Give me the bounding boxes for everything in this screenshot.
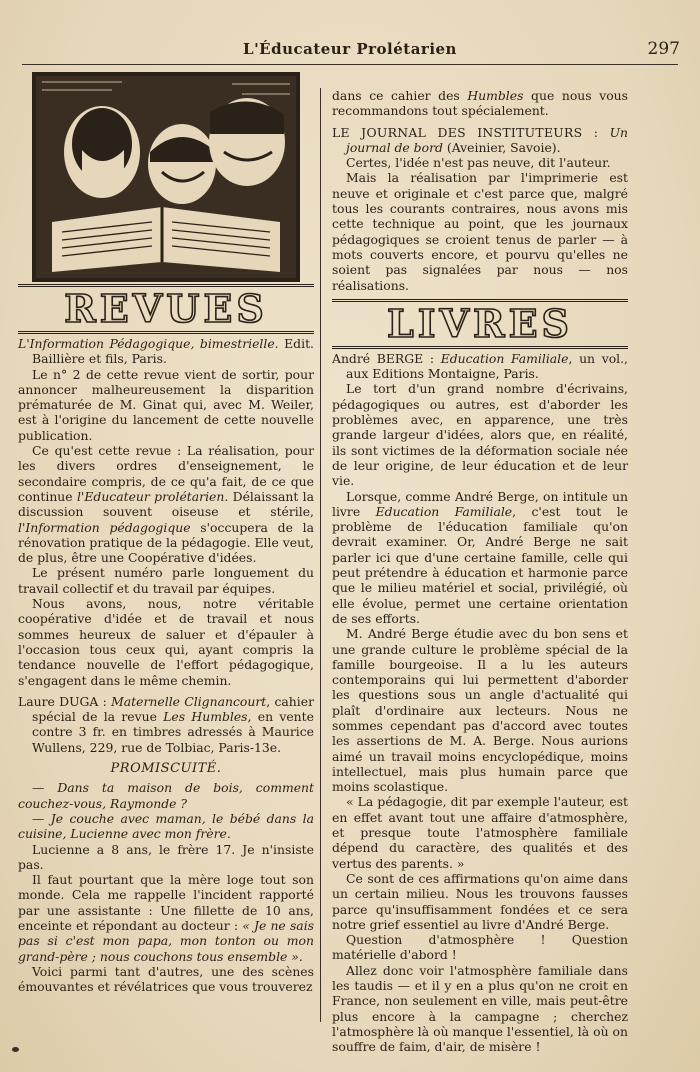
book-reference: Laure DUGA : Maternelle Clignancourt, cahier spécial de la revue Les Humbles, en vente contre 3 fr. en timbres adressés à Maurice Wullens, 229, rue de Tolbiac, Paris-13e. (18, 693, 314, 755)
paragraph: Lucienne a 8 ans, le frère 17. Je n'insiste pas. (18, 841, 314, 872)
dialogue-line: — Dans ta maison de bois, comment couchez-vous, Raymonde ? (18, 780, 314, 811)
review-reference (18, 336, 314, 367)
paragraph: Le n° 2 de cette revue vient de sortir, pour annoncer malheureusement la disparition prématurée de M. Ginat qui, avec M. Weiler, est à l'origine du lancement de cette nouvelle publication. (18, 366, 314, 443)
book-reference: André BERGE : Education Familiale, un vol., aux Editions Montaigne, Paris. (332, 350, 628, 382)
paragraph: Allez donc voir l'atmosphère familiale dans les taudis — et il y en a plus qu'on ne croit en France, non seulement en ville, mais peut-être plus encore à la campagne ; cherchez l'atmosphère là où manque l'essentiel, là où on souffre de faim, d'air, de misère ! (332, 962, 628, 1055)
journal-reference: LE JOURNAL DES INSTITUTEURS : Un journal de bord (Aveinier, Savoie). (332, 124, 628, 155)
paragraph: Le présent numéro parle longuement du travail collectif et du travail par équipes. (18, 565, 314, 596)
paragraph: Nous avons, nous, notre véritable coopérative d'idée et de travail et nous sommes heureux de saluer et d'épauler à l'occasion tous ceux qui, ayant compris la tendance nouvelle de l'effort pédagogique, s'engagent dans le même chemin. (18, 596, 314, 688)
banner-rule-bottom (18, 331, 314, 334)
dialogue-line: — Je couche avec maman, le bébé dans la cuisine, Lucienne avec mon frère. (18, 810, 314, 842)
paragraph: Il faut pourtant que la mère loge tout son monde. Cela me rappelle l'incident rapporté par une assistante : Une fillette de 10 ans, enceinte et répondant au docteur : « Je ne sais pas si c'est mon papa, mon tonton ou mon grand-père ; nous couchons tous ensemble ». (18, 872, 315, 964)
paragraph: M. André Berge étudie avec du bon sens et une grande culture le problème spécial de la famille bourgeoise. Il a lu les auteurs contemporains qui lui permettent d'aborder les questions sous un angle d'actualité qui plaît d'ordinaire aux lecteurs. Nous ne sommes cependant pas d'accord avec toutes les assertions de M. A. Berge. Nous aurions aimé un travail moins encyclopédique, moins intellectuel, mais plus humain parce que moins scolastique. (332, 626, 628, 795)
column-divider (320, 88, 321, 1022)
quote-paragraph: « La pédagogie, dit par exemple l'auteur, est en effet avant tout une affaire d'atmosphère, et presque toute l'atmosphère familiale dépend du caractère, des qualités et des vertus des parents. » (332, 794, 628, 871)
journal-title: L'Éducateur Prolétarien (243, 40, 457, 58)
running-header (20, 36, 680, 64)
paragraph: Lorsque, comme André Berge, on intitule un livre Education Familiale, c'est tout le problème de l'éducation familiale qu'on devrait examiner. Or, André Berge ne sait parler ici que d'une certaine famille, celle qui peut prétendre à éducation et harmonie parce que le milieu matériel et social, privilégié, où elle évolue, permet une certaine orientation de ses efforts. (332, 488, 629, 626)
ink-spot (12, 1047, 19, 1052)
review-title: L'Information Pédagogique, bimestrielle. (18, 336, 279, 351)
right-column (332, 88, 628, 1055)
review-publisher: Edit. Baillière et fils, Paris. (32, 336, 314, 367)
header-rule (22, 64, 678, 65)
paragraph: Mais la réalisation par l'imprimerie est neuve et originale et c'est parce que, malgré tous les courants contraires, nous avons mis cette technique au point, que les journaux pédagogiques se croient tenus de parler — à mots couverts encore, et pourvu qu'elles ne soient pas signalées par nous — nos réalisations. (332, 170, 628, 293)
paragraph: Ce sont de ces affirmations qu'on aime dans un certain milieu. Nous les trouvons fausses parce qu'insuffisamment fondées et ce sera notre grief essentiel au livre d'André Berge. (332, 870, 628, 932)
paragraph: Question d'atmosphère ! Question matérielle d'abord ! (332, 932, 628, 963)
page-number: 297 (647, 39, 680, 59)
paragraph: Voici parmi tant d'autres, une des scènes émouvantes et révélatrices que vous trouverez (18, 963, 314, 995)
woodcut-illustration (32, 72, 300, 282)
subheading: PROMISCUITÉ. (110, 761, 222, 777)
section-banner-revues: REVUES (64, 286, 268, 331)
left-column (18, 72, 314, 994)
banner-rule-bottom (332, 346, 628, 349)
paragraph: Ce qu'est cette revue : La réalisation, pour les divers ordres d'enseignement, le secondaire compris, de ce qu'a fait, de ce que continue l'Educateur prolétarien. Délaissant la discussion souvent oiseuse et stérile, l'Information pédagogique s'occupera de la rénovation pratique de la pédagogie. Elle veut, de plus, être une Coopérative d'idées. (18, 443, 315, 566)
paragraph: dans ce cahier des Humbles que nous vous recommandons tout spécialement. (332, 88, 628, 119)
paragraph: Le tort d'un grand nombre d'écrivains, pédagogiques ou autres, est d'aborder les problèmes avec, en apparence, une très grande largeur d'idées, alors que, en réalité, ils sont victimes de la déformation sociale née de leur origine, de leur éducation et de leur vie. (332, 381, 628, 489)
paragraph: Certes, l'idée n'est pas neuve, dit l'auteur. (346, 155, 611, 171)
section-banner-livres: LIVRES (387, 300, 573, 346)
